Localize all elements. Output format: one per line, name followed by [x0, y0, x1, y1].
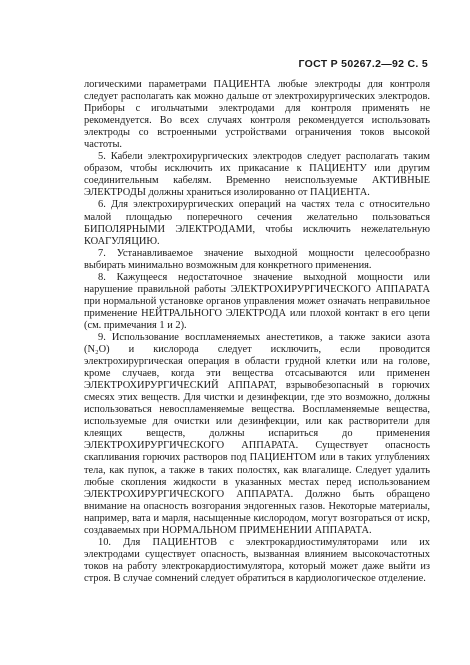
paragraph-item-6: 6. Для электрохирургических операций на частях тела с относительно малой площадью поперечного сечения желательно пользоваться БИПОЛЯРНЫМИ ЭЛЕКТРОДАМИ, чтобы исключить нежелательную КОАГУЛЯЦИЮ.	[84, 199, 430, 247]
paragraph-item-10: 10. Для ПАЦИЕНТОВ с электрокардиостимуляторами или их электродами существует опасность, вызванная влиянием высокочастотных токов на работу электрокардиостимулятора, который может даже выйти из строя. В случае сомнений следует обратиться в кардиологическое отделение.	[84, 536, 430, 584]
paragraph-item-5: 5. Кабели электрохирургических электродов следует располагать таким образом, чтобы исключить их прикасание к ПАЦИЕНТУ или другим соединительным кабелям. Временно неиспользуемые АКТИВНЫЕ ЭЛЕКТРОДЫ должны храниться изолированно от ПАЦИЕНТА.	[84, 151, 430, 199]
document-body	[84, 79, 430, 585]
page-header: ГОСТ Р 50267.2—92 С. 5	[298, 58, 428, 70]
paragraph-item-9: 9. Использование воспламеняемых анестетиков, а также закиси азота (N₂O) и кислорода следует исключить, если проводится электрохирургическая операция в области грудной клетки или на голове, кроме случаев, когда эти вещества отсасываются или применен ЭЛЕКТРОХИРУРГИЧЕСКИЙ АППАРАТ, взрывобезопасный в горючих смесях этих веществ. Для чистки и дезинфекции, где это возможно, должны использоваться невоспламеняемые вещества. Воспламеняемые вещества, используемые для очистки или дезинфекции, или как растворители для клеящих веществ, должны испариться до применения ЭЛЕКТРОХИРУРГИЧЕСКОГО АППАРАТА. Существует опасность скапливания горючих растворов под ПАЦИЕНТОМ или в таких углублениях тела, как пупок, а также в таких полостях, как влагалище. Следует удалить любые скопления жидкости в указанных местах перед использованием ЭЛЕКТРОХИРУРГИЧЕСКОГО АППАРАТА. Должно быть обращено внимание на опасность возгорания эндогенных газов. Некоторые материалы, например, вата и марля, насыщенные кислородом, могут возгораться от искр, создаваемых при НОРМАЛЬНОМ ПРИМЕНЕНИИ АППАРАТА.	[84, 331, 430, 536]
paragraph-monitoring-electrodes: логическими параметрами ПАЦИЕНТА любые электроды для контроля следует располагать как можно дальше от электрохирургических электродов. Приборы с игольчатыми электродами для контроля применять не рекомендуется. Во всех случаях контроля рекомендуется использовать электроды со встроенными устройствами ограничения токов высокой частоты.	[84, 79, 430, 151]
paragraph-item-7: 7. Устанавливаемое значение выходной мощности целесообразно выбирать минимально возможным для конкретного применения.	[84, 247, 430, 271]
paragraph-item-8: 8. Кажущееся недостаточное значение выходной мощности или нарушение правильной работы ЭЛЕКТРОХИРУРГИЧЕСКОГО АППАРАТА при нормальной установке органов управления может означать неправильное применение НЕЙТРАЛЬНОГО ЭЛЕКТРОДА или плохой контакт в его цепи (см. примечания 1 и 2).	[84, 271, 430, 331]
